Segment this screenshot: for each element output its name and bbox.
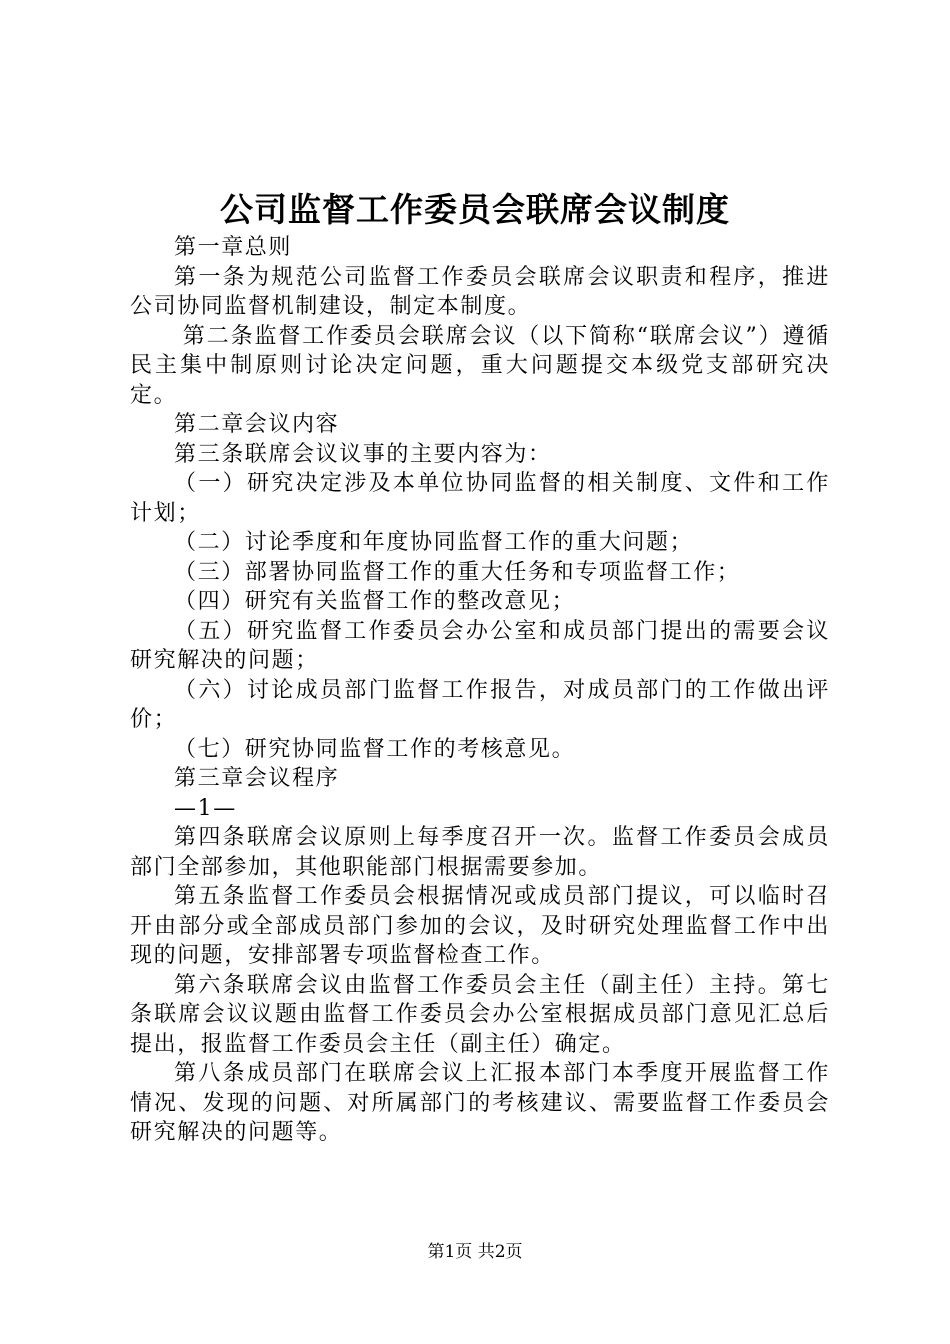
list-item: （二）讨论季度和年度协同监督工作的重大问题；: [174, 530, 694, 555]
article-paragraph: 第五条监督工作委员会根据情况或成员部门提议，可以临时召开由部分或全部成员部门参加的会议，及时研究处理监督工作中出现的问题，安排部署专项监督检查工作。: [130, 884, 830, 968]
chapter-heading: 第三章会议程序: [174, 766, 340, 791]
inline-page-marker: —1—: [174, 795, 237, 821]
article-paragraph: 第八条成员部门在联席会议上汇报本部门本季度开展监督工作情况、发现的问题、对所属部门的考核建议、需要监督工作委员会研究解决的问题等。: [130, 1061, 830, 1145]
list-item: （六）讨论成员部门监督工作报告，对成员部门的工作做出评价；: [130, 677, 830, 732]
chapter-heading: 第一章总则: [174, 235, 293, 260]
article-paragraph: 第六条联席会议由监督工作委员会主任（副主任）主持。第七条联席会议议题由监督工作委员会办公室根据成员部门意见汇总后提出，报监督工作委员会主任（副主任）确定。: [130, 972, 830, 1057]
list-item: （一）研究决定涉及本单位协同监督的相关制度、文件和工作计划；: [130, 471, 830, 526]
page-footer: 第1页 共2页: [427, 1242, 523, 1262]
article-paragraph: 第四条联席会议原则上每季度召开一次。监督工作委员会成员部门全部参加，其他职能部门根据需要参加。: [130, 825, 830, 880]
list-item: （七）研究协同监督工作的考核意见。: [174, 736, 576, 762]
article-paragraph: 第三条联席会议议事的主要内容为：: [174, 441, 552, 467]
list-item: （五）研究监督工作委员会办公室和成员部门提出的需要会议研究解决的问题；: [130, 618, 830, 673]
article-paragraph: 第一条为规范公司监督工作委员会联席会议职责和程序，推进公司协同监督机制建设，制定本制度。: [130, 264, 830, 319]
list-item: （三）部署协同监督工作的重大任务和专项监督工作；: [174, 559, 741, 585]
chapter-heading: 第二章会议内容: [174, 412, 340, 437]
document-title: 公司监督工作委员会联席会议制度: [220, 190, 730, 229]
document-body: [130, 233, 830, 1148]
list-item: （四）研究有关监督工作的整改意见；: [174, 589, 576, 614]
article-paragraph: 第二条监督工作委员会联席会议（以下简称“联席会议”）遵循民主集中制原则讨论决定问题，重大问题提交本级党支部研究决定。: [130, 323, 830, 408]
